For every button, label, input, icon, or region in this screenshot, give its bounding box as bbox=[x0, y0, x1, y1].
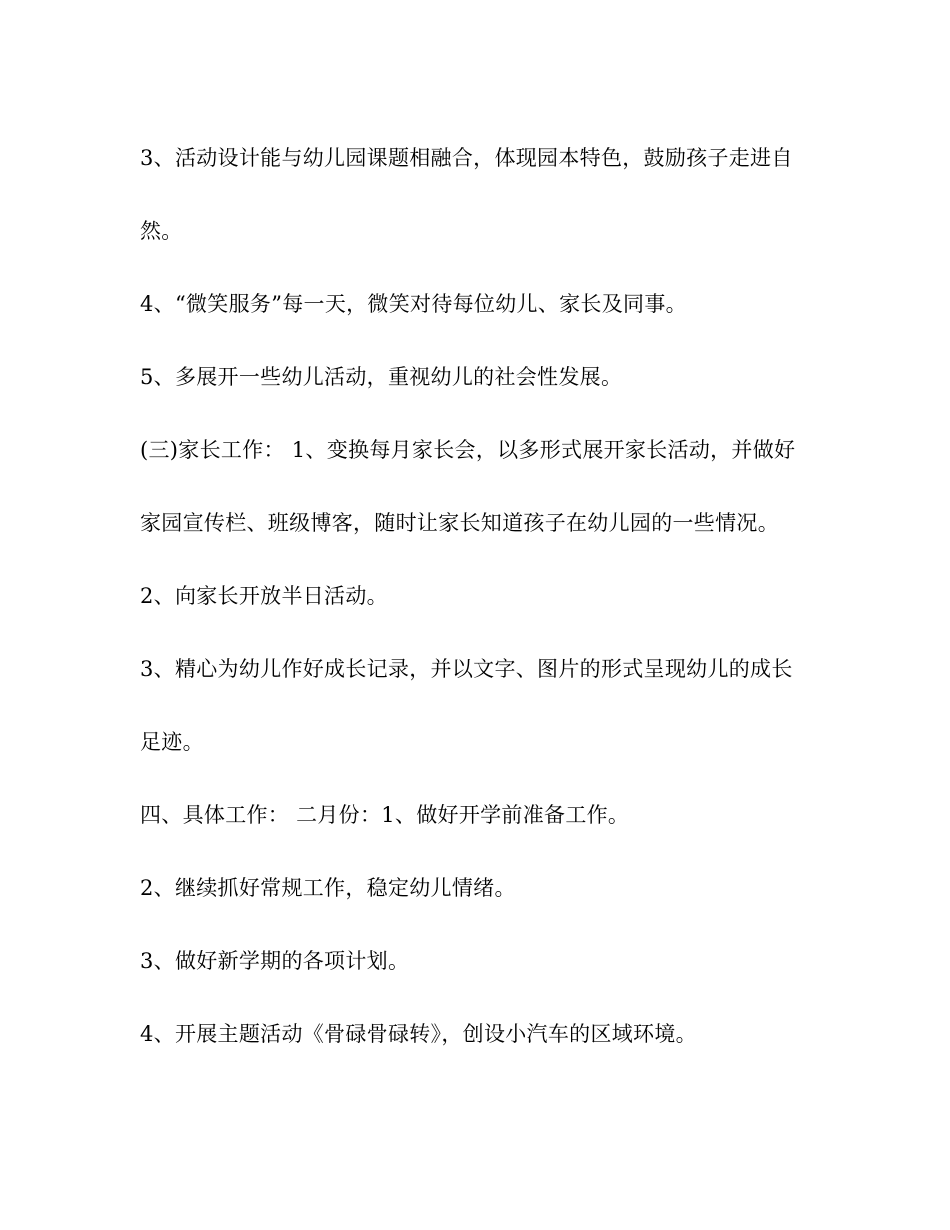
paragraph-line: 3、做好新学期的各项计划。 bbox=[140, 949, 410, 973]
paragraph-line: (三)家长工作： 1、变换每月家长会，以多形式展开家长活动，并做好 bbox=[140, 438, 796, 462]
paragraph-line: 4、开展主题活动《骨碌骨碌转》，创设小汽车的区域环境。 bbox=[140, 1022, 697, 1046]
paragraph-line: 3、活动设计能与幼儿园课题相融合，体现园本特色，鼓励孩子走进自 bbox=[140, 146, 793, 170]
paragraph-line: 5、多展开一些幼儿活动，重视幼儿的社会性发展。 bbox=[140, 365, 623, 389]
paragraph-line: 家园宣传栏、班级博客，随时让家长知道孩子在幼儿园的一些情况。 bbox=[140, 511, 779, 535]
paragraph-line: 3、精心为幼儿作好成长记录，并以文字、图片的形式呈现幼儿的成长 bbox=[140, 657, 793, 681]
document-body bbox=[140, 136, 820, 1085]
paragraph-line: 2、向家长开放半日活动。 bbox=[140, 584, 388, 608]
paragraph-line: 4、“微笑服务”每一天，微笑对待每位幼儿、家长及同事。 bbox=[140, 292, 687, 316]
paragraph-line: 然。 bbox=[140, 219, 183, 243]
paragraph-line: 2、继续抓好常规工作，稳定幼儿情绪。 bbox=[140, 876, 516, 900]
paragraph-line: 四、具体工作： 二月份：1、做好开学前准备工作。 bbox=[140, 803, 630, 827]
paragraph-line: 足迹。 bbox=[140, 730, 204, 754]
